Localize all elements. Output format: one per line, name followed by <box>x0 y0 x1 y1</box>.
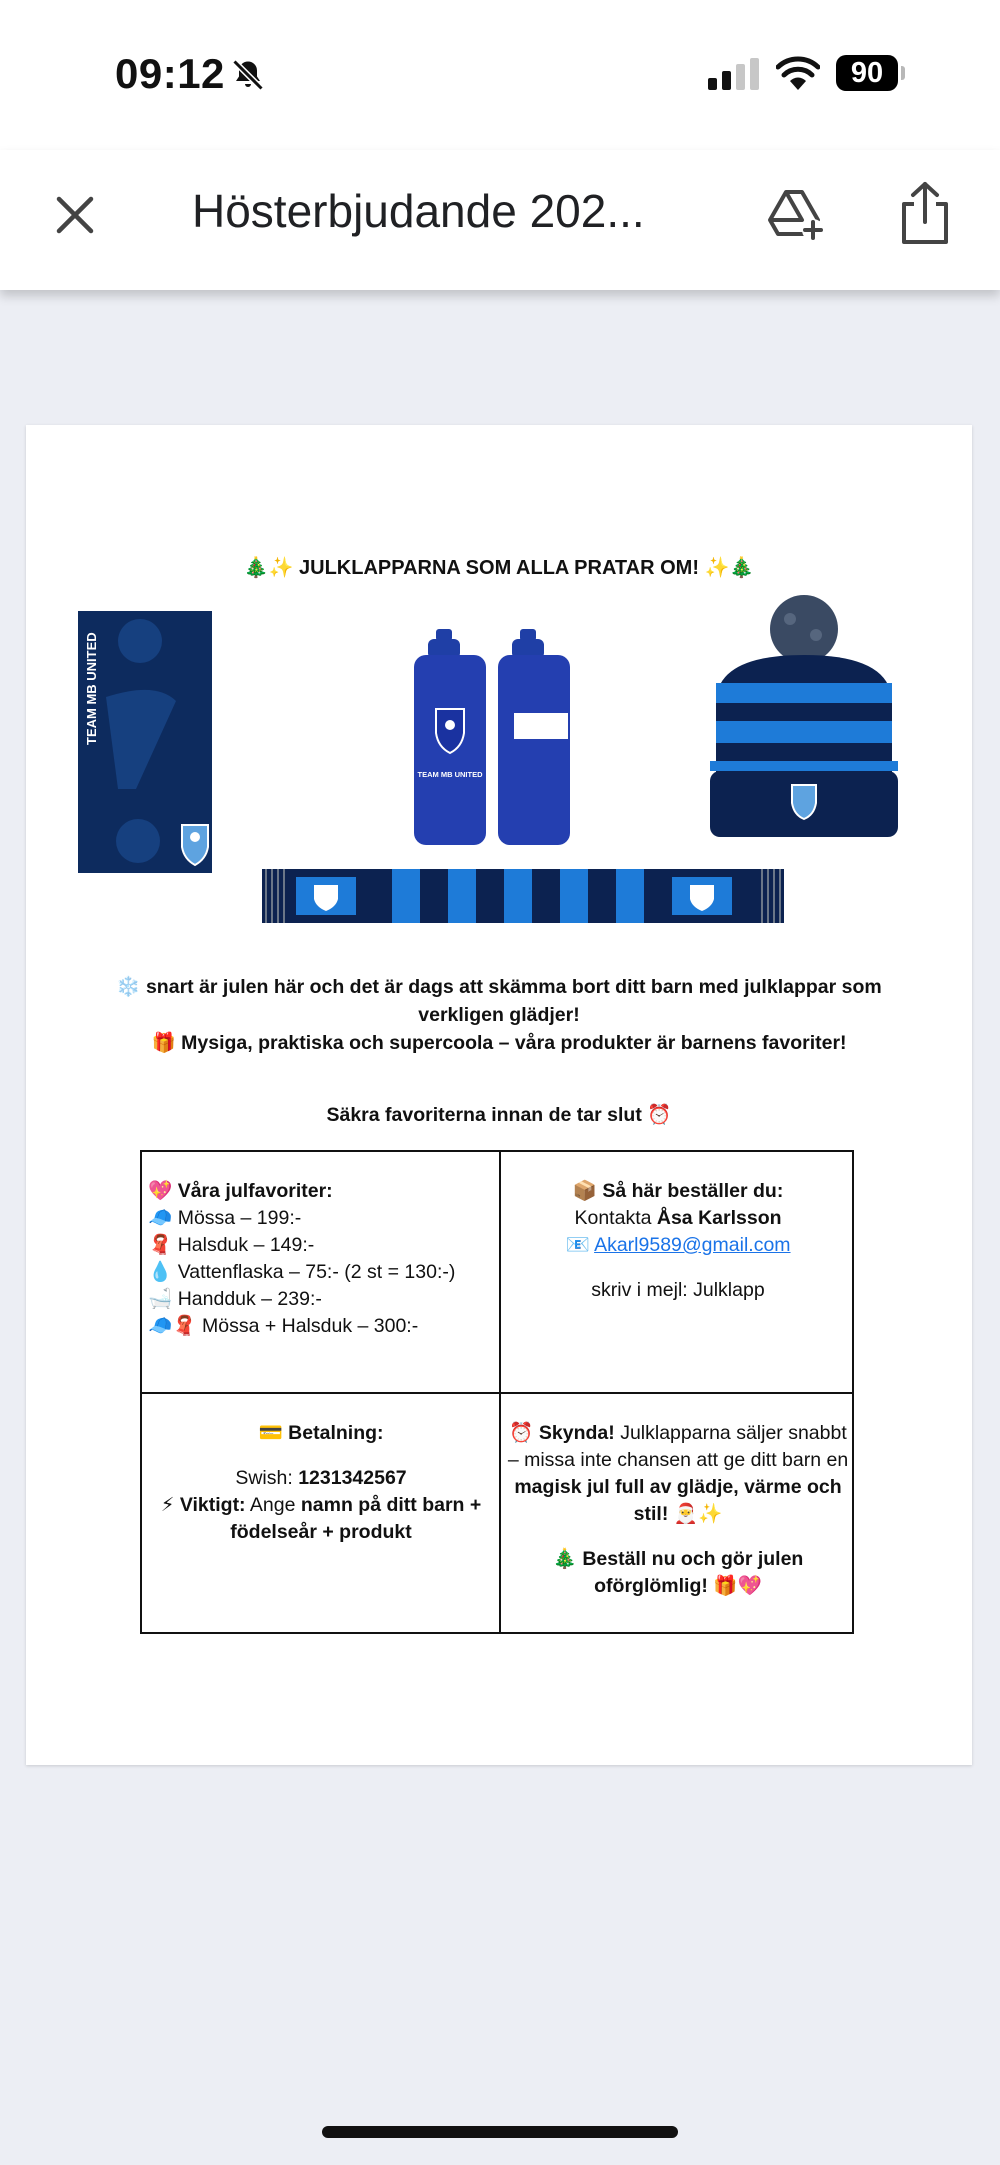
bell-off-icon <box>230 57 266 93</box>
intro-line-2: 🎁 Mysiga, praktiska och supercoola – våra produkter är barnens favoriter! <box>151 1032 847 1054</box>
order-cell <box>504 1178 852 1304</box>
hurry-text: Julklapparna säljer snabbt – missa inte chansen att ge ditt barn en <box>507 1422 849 1471</box>
bottle-text: TEAM MB UNITED <box>417 770 483 779</box>
battery-indicator <box>836 55 906 93</box>
favorites-item: 🧢🧣 Mössa + Halsduk – 300:- <box>148 1315 419 1337</box>
battery-level: 90 <box>836 55 898 91</box>
favorites-title: 💖 Våra julfavoriter: <box>148 1180 333 1202</box>
secure-favorites-text: Säkra favoriterna innan de tar slut ⏰ <box>326 1104 672 1126</box>
favorites-item: 💧 Vattenflaska – 75:- (2 st = 130:-) <box>148 1261 456 1283</box>
scarf-image <box>262 865 784 927</box>
hurry-cell <box>504 1420 852 1600</box>
swish-number: 1231342567 <box>298 1467 407 1489</box>
home-indicator[interactable] <box>322 2126 678 2138</box>
share-button[interactable] <box>896 180 954 246</box>
payment-cell <box>146 1420 496 1546</box>
email-icon: 📧 <box>565 1234 590 1256</box>
contact-name: Åsa Karlsson <box>656 1207 782 1229</box>
favorites-item: 🧢 Mössa – 199:- <box>148 1207 302 1229</box>
info-table <box>140 1150 854 1634</box>
document-page[interactable] <box>26 425 972 1765</box>
hurry-emoji: 🎅✨ <box>668 1503 723 1525</box>
document-headline: 🎄✨ JULKLAPPARNA SOM ALLA PRATAR OM! ✨🎄 <box>243 557 755 579</box>
intro-text <box>86 973 912 1057</box>
payment-title: 💳 Betalning: <box>258 1422 384 1444</box>
important-text: Ange <box>245 1494 301 1516</box>
favorites-item: 🧣 Halsduk – 149:- <box>148 1234 315 1256</box>
hurry-cta: 🎄 Beställ nu och gör julen oförglömlig! 🎁💖 <box>552 1548 804 1597</box>
status-bar <box>0 0 1000 150</box>
water-bottles-image <box>414 625 594 847</box>
email-link[interactable]: Akarl9589@gmail.com <box>594 1234 791 1256</box>
swish-label: Swish: <box>235 1467 299 1489</box>
order-title: 📦 Så här beställer du: <box>572 1180 784 1202</box>
hurry-label: ⏰ Skynda! <box>509 1422 615 1444</box>
towel-text: TEAM MB UNITED <box>84 632 99 745</box>
email-subject-text: skriv i mejl: Julklapp <box>591 1279 765 1301</box>
app-bar <box>0 150 1000 290</box>
cellular-signal-icon <box>708 58 760 90</box>
wifi-icon <box>776 56 820 90</box>
favorites-item: 🛁 Handduk – 239:- <box>148 1288 322 1310</box>
intro-line-1: ❄️ snart är julen här och det är dags att skämma bort ditt barn med julklappar som verkligen glädjer! <box>116 976 882 1026</box>
beanie-hat-image <box>704 593 904 837</box>
status-time: 09:12 <box>115 50 225 97</box>
document-title: Hösterbjudande 202... <box>192 185 645 237</box>
important-label: ⚡ Viktigt: <box>160 1494 246 1516</box>
add-to-drive-button[interactable] <box>766 184 826 244</box>
towel-image <box>78 611 212 873</box>
important-bold: namn på ditt barn + födelseår + produkt <box>230 1494 482 1543</box>
close-button[interactable] <box>50 190 100 240</box>
hurry-bold: magisk jul full av glädje, värme och stil! <box>514 1476 842 1525</box>
favorites-cell <box>148 1178 493 1340</box>
contact-prefix: Kontakta <box>574 1207 657 1229</box>
